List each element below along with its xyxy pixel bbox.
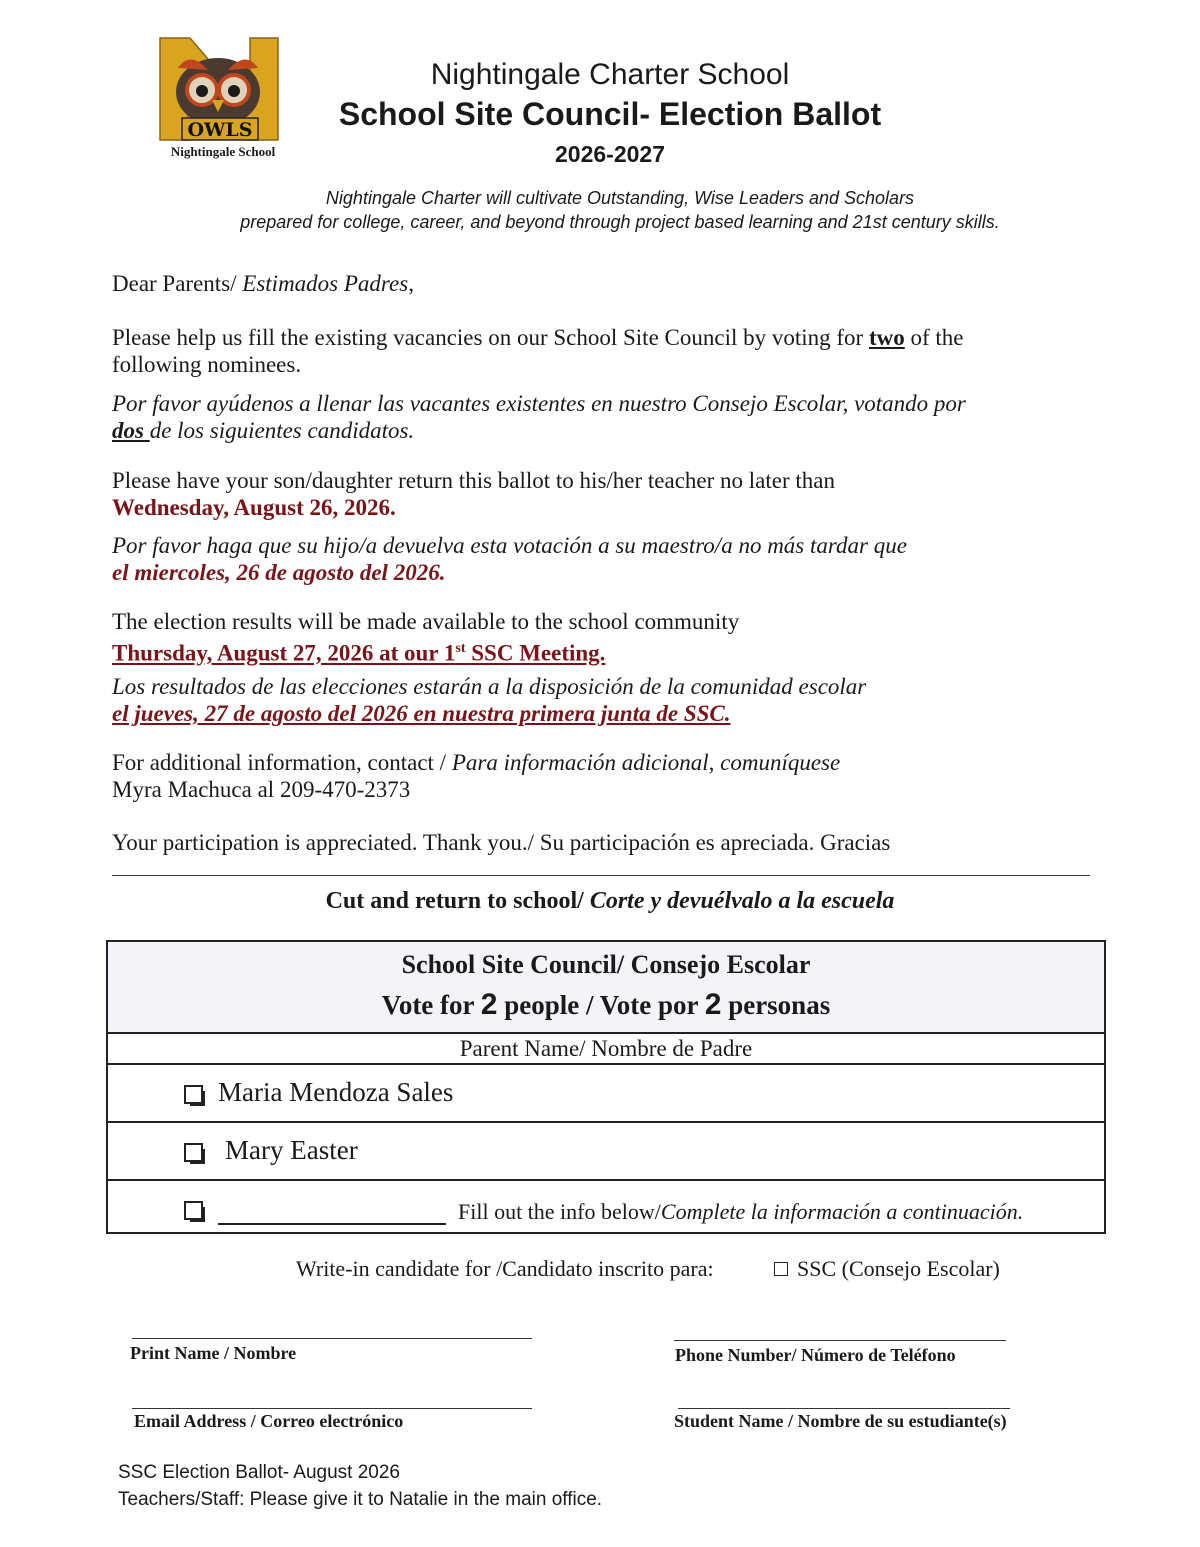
return-deadline-es [112, 532, 1112, 586]
footer-line-1: SSC Election Ballot- August 2026 [118, 1462, 401, 1483]
writein-name-blank[interactable] [218, 1223, 446, 1225]
p3-es: Los resultados de las elecciones estarán a la disposición de la comunidad escolar [112, 674, 867, 699]
thank-you: Your participation is appreciated. Thank you./ Su participación es apreciada. Gracias [112, 830, 891, 855]
contact-person: Myra Machuca al 209-470-2373 [112, 777, 411, 802]
results-date-en [112, 635, 1112, 667]
candidate-checkbox-1[interactable] [184, 1085, 203, 1104]
writein-note-en: Fill out the info below/ [458, 1199, 661, 1224]
cut-en: Cut and return to school/ [325, 888, 590, 914]
student-line[interactable] [678, 1408, 1010, 1409]
results-date-en-a: Thursday, August 27, 2026 at our 1 [112, 640, 456, 666]
ssc-checkbox[interactable] [774, 1262, 788, 1276]
ballot-heading-council: School Site Council/ Consejo Escolar [401, 950, 811, 979]
p1-en-c: following nominees. [112, 352, 302, 377]
candidate-checkbox-2[interactable] [184, 1143, 203, 1162]
bh2-num2: 2 [704, 988, 722, 1021]
cut-es: Corte y devuélvalo a la escuela [589, 888, 895, 914]
p2-es: Por favor haga que su hijo/a devuelva esta votación a su maestro/a no más tardar que [112, 533, 907, 558]
p1-es-b: de los siguientes candidatos. [149, 418, 415, 443]
bh2-c: personas [721, 990, 831, 1020]
deadline-date-es: el miercoles, 26 de agosto del 2026. [112, 560, 446, 585]
writein-note-es: Complete la información a continuación. [660, 1199, 1024, 1224]
p4-es: Para información adicional, comuníquese [451, 750, 841, 775]
svg-text:OWLS: OWLS [187, 119, 253, 141]
print-name-label: Print Name / Nombre [130, 1343, 297, 1363]
student-label: Student Name / Nombre de su estudiante(s) [674, 1411, 1007, 1431]
phone-line[interactable] [674, 1340, 1006, 1341]
bh2-a: Vote for [381, 990, 481, 1020]
candidate-name-2: Mary Easter [225, 1135, 358, 1165]
results-date-en-b: SSC Meeting. [465, 640, 606, 666]
candidate-name-1: Maria Mendoza Sales [218, 1077, 454, 1107]
contact-info [112, 749, 1112, 803]
ballot-heading [108, 942, 1104, 1034]
return-deadline-en [112, 467, 1112, 521]
p2-en: Please have your son/daughter return this ballot to his/her teacher no later than [112, 468, 835, 493]
writein-note [458, 1199, 1023, 1225]
writein-label: Write-in candidate for /Candidato inscrito para: [296, 1256, 714, 1281]
deadline-date-en: Wednesday, August 26, 2026. [112, 495, 396, 520]
phone-label: Phone Number/ Número de Teléfono [675, 1345, 956, 1365]
results-info-es [112, 673, 1112, 727]
email-label: Email Address / Correo electrónico [134, 1411, 404, 1431]
logo-caption: Nightingale School [170, 144, 276, 159]
p1-en-b: of the [904, 325, 964, 350]
p1-en-a: Please help us fill the existing vacancies on our School Site Council by voting for [112, 325, 869, 350]
p3-en: The election results will be made available to the school community [112, 609, 740, 634]
results-info-en [112, 608, 1112, 667]
ballot-heading-vote [108, 988, 1104, 1022]
candidate-row-2 [108, 1123, 1104, 1181]
greeting-en: Dear Parents/ [112, 271, 243, 296]
results-date-en-sup: st [455, 641, 466, 656]
results-date-es: el jueves, 27 de agosto del 2026 en nuestra primera junta de SSC. [112, 701, 731, 726]
print-name-line[interactable] [132, 1338, 532, 1339]
ballot-title: School Site Council- Election Ballot [338, 96, 882, 132]
vote-instructions-es [112, 390, 1112, 444]
greeting-es: Estimados Padres, [242, 271, 414, 296]
writein-checkbox[interactable] [184, 1201, 203, 1220]
ballot-table [106, 940, 1106, 1234]
cut-line [112, 875, 1090, 876]
bh2-b: people / Vote por [497, 990, 705, 1020]
mission-statement [140, 186, 1100, 234]
vote-count-es: dos [112, 418, 150, 443]
p1-es-a: Por favor ayúdenos a llenar las vacantes existentes en nuestro Consejo Escolar, votando por [112, 391, 966, 416]
ssc-option-label: SSC (Consejo Escolar) [797, 1256, 1000, 1281]
greeting [112, 270, 1112, 297]
mission-line-1: Nightingale Charter will cultivate Outstanding, Wise Leaders and Scholars [325, 188, 915, 208]
candidate-row-1 [108, 1065, 1104, 1123]
footer-line-2: Teachers/Staff: Please give it to Natalie in the main office. [118, 1489, 603, 1510]
cut-instruction [110, 888, 1110, 915]
email-line[interactable] [132, 1408, 532, 1409]
owl-logo [150, 30, 290, 162]
bh2-num1: 2 [480, 988, 498, 1021]
writein-row [108, 1181, 1104, 1237]
p4-en: For additional information, contact / [112, 750, 452, 775]
school-name: Nightingale Charter School [430, 58, 790, 91]
vote-instructions-en [112, 324, 1112, 378]
ballot-year: 2026-2027 [555, 141, 665, 167]
mission-line-2: prepared for college, career, and beyond through project based learning and 21st century skills. [240, 212, 1000, 232]
vote-count-en: two [868, 325, 905, 350]
parent-name-header: Parent Name/ Nombre de Padre [108, 1034, 1104, 1065]
